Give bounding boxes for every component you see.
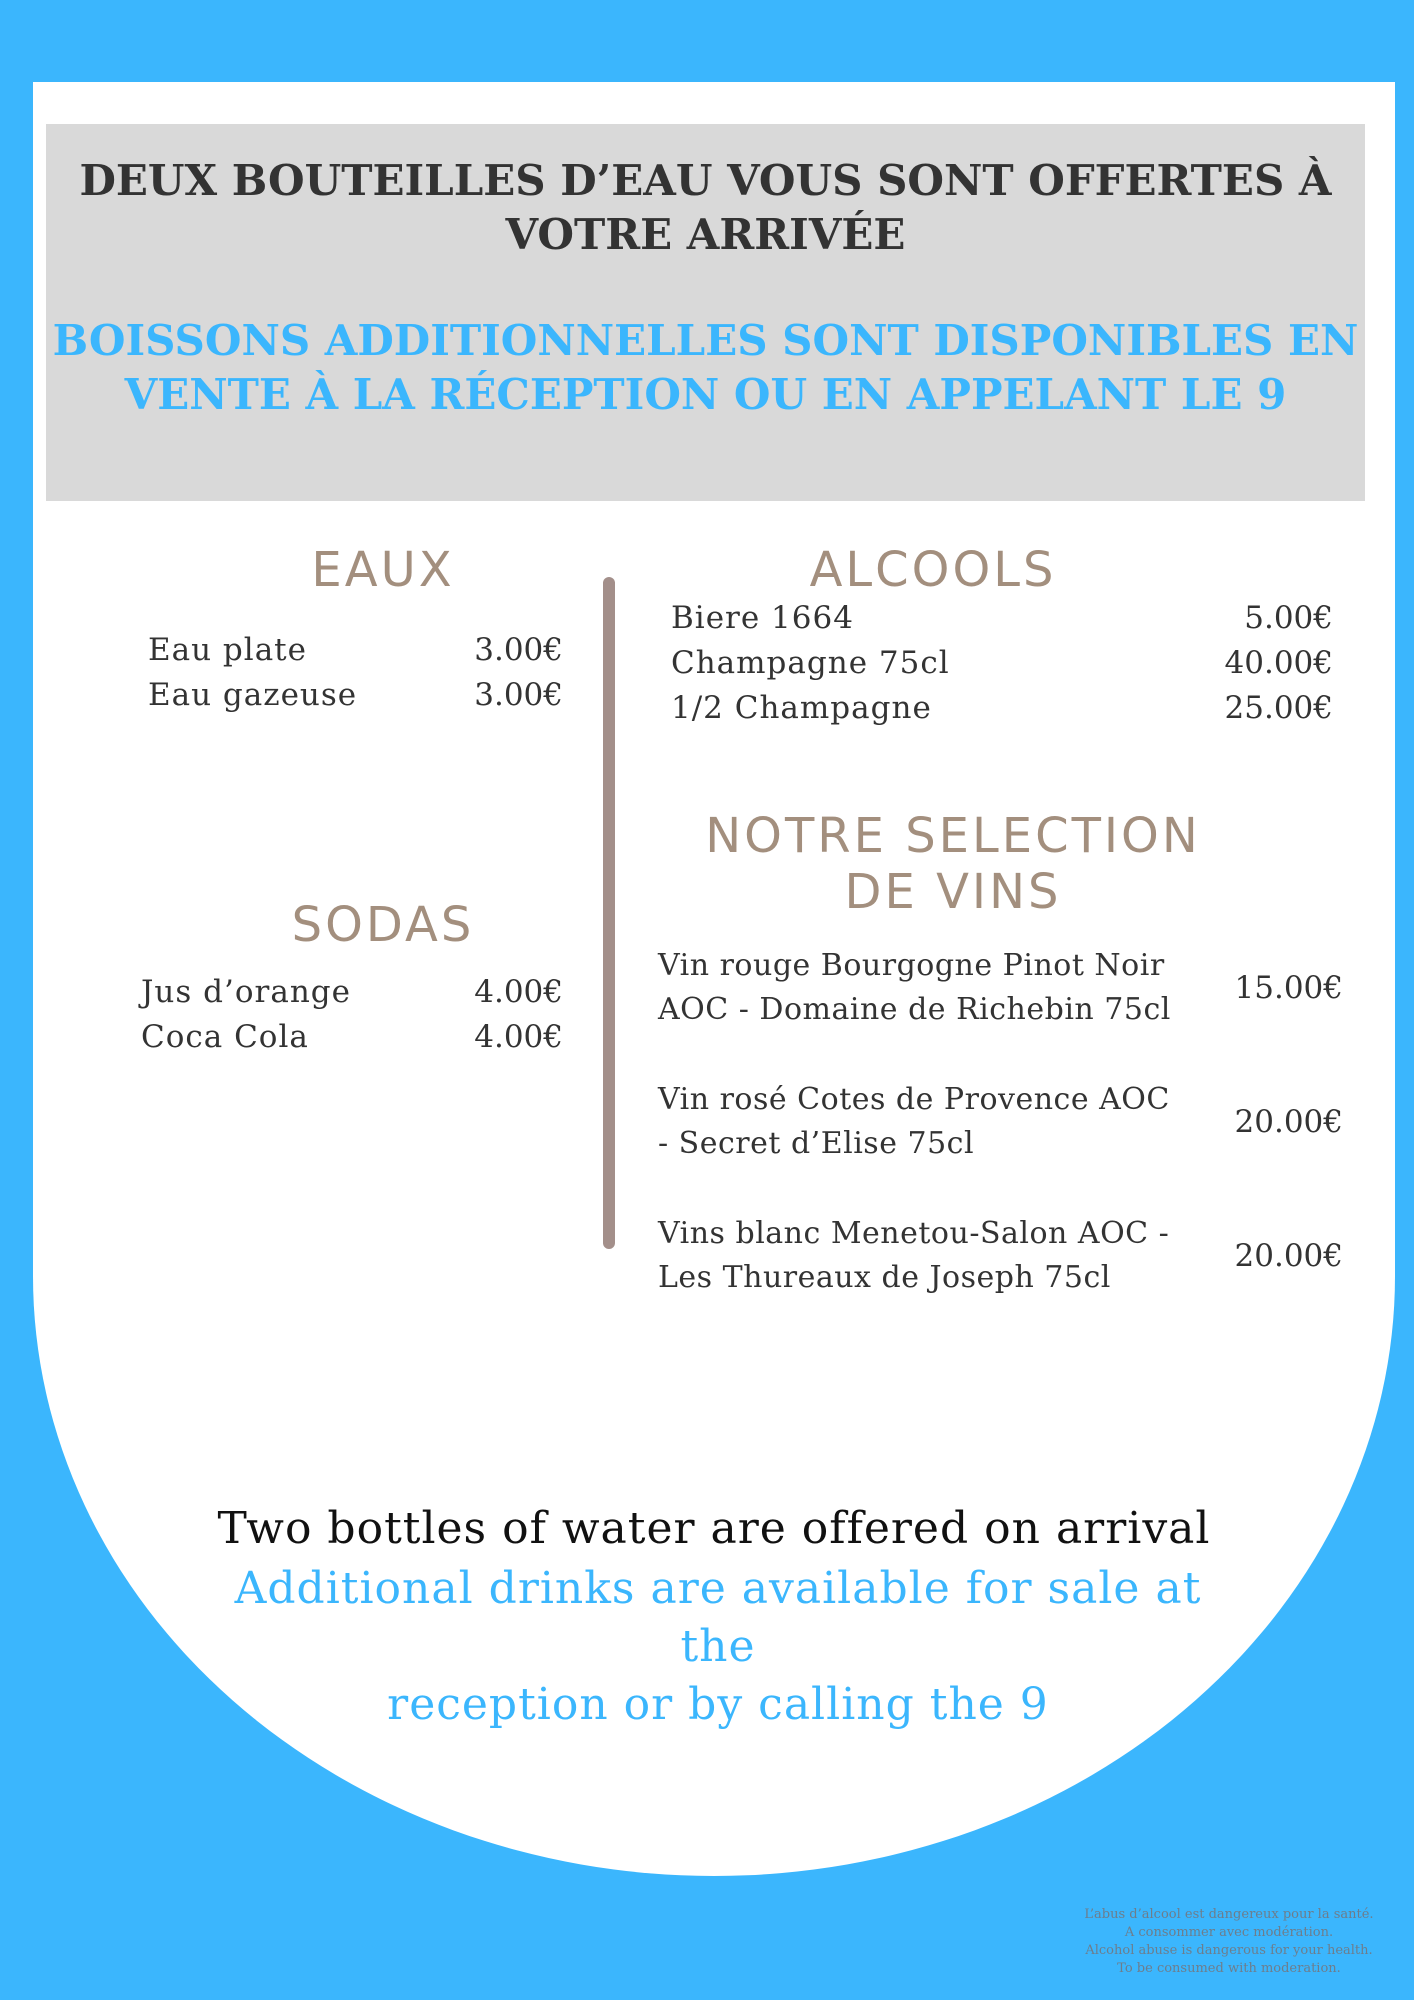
banner-french-text: [46, 154, 1365, 262]
vins-heading: [663, 808, 1243, 920]
banner-fr-line-1: DEUX BOUTEILLES D’EAU VOUS SONT OFFERTES À: [79, 156, 1332, 205]
wine-line-1: Vin rouge Bourgogne Pinot Noir: [658, 948, 1165, 983]
alcools-heading: ALCOOLS: [809, 542, 1057, 598]
wine-item-price: 20.00€: [1234, 1238, 1343, 1274]
wine-line-1: Vins blanc Menetou-Salon AOC -: [658, 1216, 1170, 1251]
warning-line-4: To be consumed with moderation.: [1117, 1961, 1341, 1976]
eaux-item-price: 3.00€: [474, 632, 563, 668]
warning-line-1: L’abus d’alcool est dangereux pour la santé.: [1084, 1907, 1374, 1922]
eaux-heading: EAUX: [311, 542, 455, 598]
sodas-item-price: 4.00€: [474, 1019, 563, 1055]
alcools-item-price: 25.00€: [1224, 690, 1333, 726]
alcohol-warning: [1049, 1906, 1409, 1978]
banner-fr-line-2: VOTRE ARRIVÉE: [505, 210, 906, 259]
wine-item-price: 20.00€: [1234, 1104, 1343, 1140]
eaux-item-price: 3.00€: [474, 677, 563, 713]
wine-item-price: 15.00€: [1234, 970, 1343, 1006]
banner-fr-blue-line-1: BOISSONS ADDITIONNELLES SONT DISPONIBLES EN: [52, 316, 1359, 365]
warning-line-2: A consommer avec modération.: [1124, 1925, 1334, 1940]
alcools-item-name: Champagne 75cl: [671, 645, 950, 681]
english-additional-drinks: [193, 1560, 1243, 1734]
info-banner: [46, 124, 1365, 501]
wine-line-2: - Secret d’Elise 75cl: [658, 1126, 975, 1161]
banner-fr-blue-line-2: VENTE À LA RÉCEPTION OU EN APPELANT LE 9: [124, 370, 1287, 419]
sodas-item-name: Jus d’orange: [141, 974, 351, 1010]
alcools-item-price: 40.00€: [1224, 645, 1333, 681]
vins-heading-line-2: DE VINS: [844, 864, 1062, 920]
alcools-item-name: 1/2 Champagne: [671, 690, 932, 726]
sodas-item-price: 4.00€: [474, 974, 563, 1010]
eaux-item-name: Eau plate: [148, 632, 307, 668]
english-line-3: reception or by calling the 9: [387, 1679, 1049, 1730]
alcools-item-name: Biere 1664: [671, 600, 854, 636]
banner-french-blue-text: [46, 314, 1365, 422]
eaux-item-name: Eau gazeuse: [148, 677, 358, 713]
wine-line-2: AOC - Domaine de Richebin 75cl: [658, 992, 1171, 1027]
english-line-2: Additional drinks are available for sale at the: [234, 1563, 1202, 1672]
sodas-heading: SODAS: [291, 897, 475, 953]
menu-card: [33, 82, 1395, 1876]
vins-heading-line-1: NOTRE SELECTION: [705, 808, 1201, 864]
wine-line-2: Les Thureaux de Joseph 75cl: [658, 1260, 1111, 1295]
wine-line-1: Vin rosé Cotes de Provence AOC: [658, 1082, 1170, 1117]
alcools-item-price: 5.00€: [1244, 600, 1333, 636]
column-divider: [603, 577, 615, 1249]
english-water-offer: Two bottles of water are offered on arrival: [217, 1503, 1211, 1554]
warning-line-3: Alcohol abuse is dangerous for your health.: [1085, 1943, 1373, 1958]
sodas-item-name: Coca Cola: [141, 1019, 309, 1055]
